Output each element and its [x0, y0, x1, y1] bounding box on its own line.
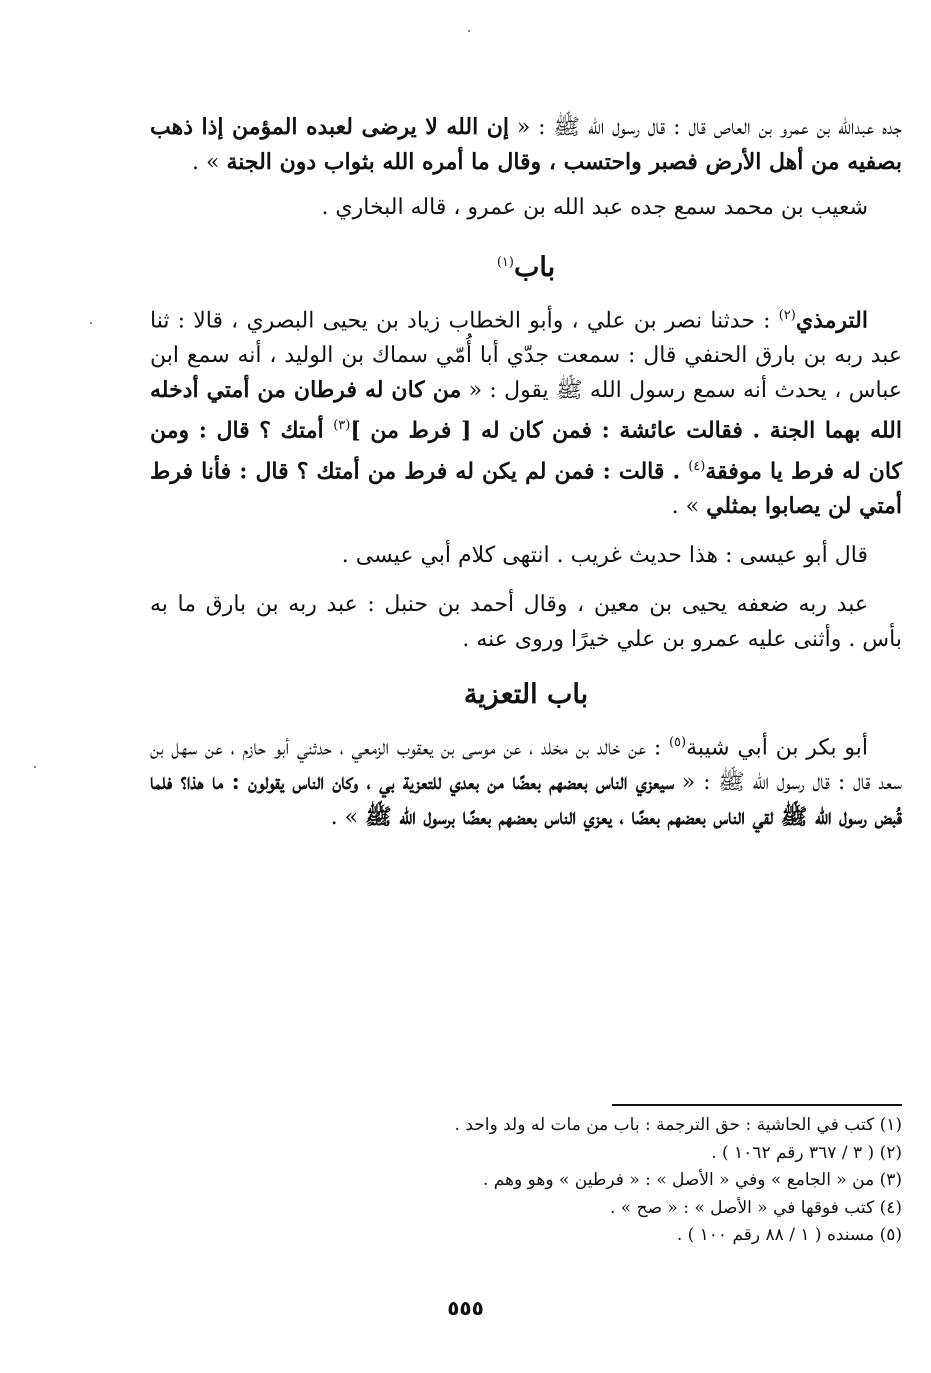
footnote-ref-1: (١)	[496, 255, 514, 270]
paragraph-1-hadith: إن الله لا يرضى لعبده المؤمن إذا ذهب بصفيه من أهل الأرض فصبر واحتسب ، وقال ما أمره الله بثواب دون الجنة	[150, 114, 902, 175]
footnote-divider	[612, 1104, 902, 1106]
footnote-ref-2: (٢)	[778, 308, 796, 323]
paragraph-5: عبد ربه ضعفه يحيى بن معين ، وقال أحمد بن حنبل : عبد ربه بن بارق ما به بأس . وأثنى عليه عمرو بن علي خيرًا وروى عنه .	[150, 591, 902, 652]
scan-speck	[90, 322, 92, 324]
footnote-2: (٢) ( ٣ / ٣٦٧ رقم ١٠٦٢ ) .	[711, 1142, 902, 1163]
paragraph-2: شعيب بن محمد سمع جده عبد الله بن عمرو ، قاله البخاري .	[321, 195, 868, 220]
paragraph-4: قال أبو عيسى : هذا حديث غريب . انتهى كلام أبي عيسى .	[341, 542, 868, 568]
paragraph-3-hadith-a: من كان له فرطان من أمتي أدخله الله بهما الجنة . فقالت عائشة : فمن كان له [ فرط من ]	[150, 377, 902, 444]
paragraph-3-hadith-b: أمتك ؟ قال : ومن كان له فرط يا موفقة	[150, 417, 902, 484]
footnote-1: (١) كتب في الحاشية : حق الترجمة : باب من مات له ولد واحد .	[454, 1115, 902, 1135]
paragraph-6-hadith: سيعزي الناس بعضهم بعضًا من بعدي للتعزية بي ، وكان الناس يقولون : ما هذا؟ فلما قُبض رسول الله ﷺ لقي الناس بعضهم بعضًا ، يعزي الناس بعضهم بعضًا برسول الله ﷺ	[150, 769, 902, 831]
page-body	[150, 110, 902, 835]
footnotes	[150, 1104, 902, 1250]
paragraph-6-isnad: : عن خالد بن مخلد ، عن موسى بن يعقوب الزمعي ، حدثني أبو حازم ، عن سهل بن سعد قال : قال رسول الله ﷺ : «	[150, 735, 903, 796]
footnote-ref-3: (٣)	[333, 418, 351, 434]
scan-speck	[34, 766, 36, 768]
paragraph-1	[150, 110, 902, 180]
paragraph-3-isnad: : حدثنا نصر بن علي ، وأبو الخطاب زياد بن يحيى البصري ، قالا : ثنا عبد ربه بن بارق الحنفي قال : سمعت جدّي أبا أُمّي سماك بن الوليد ، أنه سمع ابن عباس ، يحدث أنه سمع رسول الله ﷺ يقول : «	[150, 308, 902, 404]
paragraph-3-end: » .	[671, 493, 707, 519]
paragraph-1-end: » .	[192, 150, 227, 175]
footnote-5: (٥) مسنده ( ١ / ٨٨ رقم ١٠٠ ) .	[676, 1225, 902, 1245]
footnote-ref-4: (٤)	[688, 458, 706, 474]
paragraph-6-end: » .	[330, 805, 366, 831]
section-heading-bab-text: باب	[513, 252, 556, 283]
narrator-name: الترمذي	[795, 307, 868, 334]
paragraph-3-hadith-c: . قالت : فمن لم يكن له فرط من أمتك ؟ قال : فأنا فرط أمتي لن يصابوا بمثلي	[150, 457, 902, 519]
section-heading-bab	[150, 243, 902, 288]
paragraph-6	[150, 725, 902, 835]
section-heading-taziya: باب التعزية	[463, 678, 589, 710]
paragraph-3	[150, 298, 902, 524]
footnote-3: (٣) من « الجامع » وفي « الأصل » : « فرطين » وهو وهم .	[482, 1170, 902, 1190]
scan-speck	[468, 30, 470, 32]
page-number: ٥٥٥	[447, 1296, 484, 1320]
footnote-ref-5: (٥)	[668, 734, 687, 750]
footnote-4: (٤) كتب فوقها في « الأصل » : « صح » .	[610, 1197, 902, 1218]
narrator-name: أبو بكر بن أبي شيبة	[686, 735, 868, 761]
paragraph-1-text: جده عبدالله بن عمرو بن العاص قال : قال رسول الله ﷺ : «	[509, 115, 902, 140]
